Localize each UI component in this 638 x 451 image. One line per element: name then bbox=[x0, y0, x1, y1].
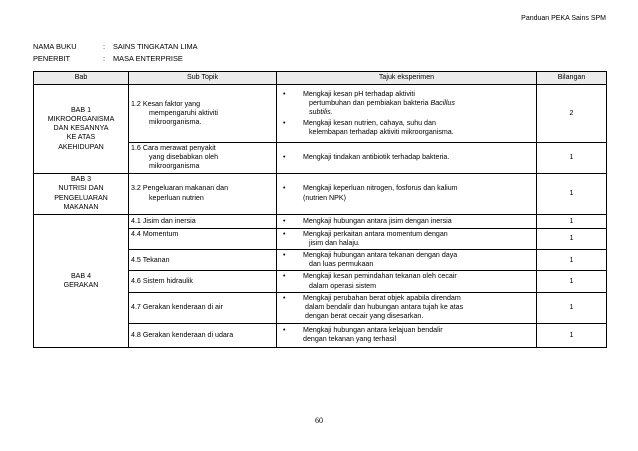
book-info bbox=[33, 41, 198, 64]
book-info-row-title bbox=[33, 41, 198, 53]
experiment-item bbox=[279, 294, 534, 322]
experiment-line: Mengkaji perubahan berat objek apabila direndam bbox=[303, 294, 461, 303]
sub-topic-line: 3.2 Pengeluaran makanan dan bbox=[131, 184, 229, 193]
experiment-item bbox=[279, 251, 534, 269]
table-row bbox=[34, 85, 607, 143]
count-cell: 1 bbox=[537, 292, 607, 323]
experiment-cell bbox=[277, 143, 537, 174]
experiment-cell bbox=[277, 173, 537, 214]
count-cell: 1 bbox=[537, 214, 607, 228]
experiment-line-italic: Bacillus bbox=[430, 99, 455, 108]
experiment-line: Mengkaji hubungan antara jisim dengan inersia bbox=[303, 216, 452, 225]
experiment-line: Mengkaji kesan pemindahan tekanan oleh cecair bbox=[303, 272, 457, 281]
bullet: • bbox=[283, 216, 286, 225]
bab-line: MIKROORGANISMA bbox=[47, 115, 115, 123]
sub-topic-cell: 4.7 Gerakan kenderaan di air bbox=[129, 292, 277, 323]
header-bab: Bab bbox=[34, 72, 129, 85]
table-header-row bbox=[34, 72, 607, 85]
experiment-line-italic: subtilis. bbox=[309, 108, 333, 117]
bullet: • bbox=[283, 294, 286, 303]
bullet: • bbox=[283, 153, 286, 162]
sub-topic-cell: 4.1 Jisim dan inersia bbox=[129, 214, 277, 228]
sub-topic-line: 1.6 Cara merawat penyakit bbox=[131, 144, 216, 152]
count-cell: 1 bbox=[537, 143, 607, 174]
sub-topic-line: keperluan nutrien bbox=[149, 193, 204, 202]
experiment-line: dan luas permukaan bbox=[309, 260, 374, 269]
bab-line: KE ATAS bbox=[66, 133, 96, 142]
bullet: • bbox=[283, 251, 286, 260]
experiment-item bbox=[279, 153, 534, 162]
count-cell: 1 bbox=[537, 271, 607, 292]
experiment-cell bbox=[277, 228, 537, 249]
bab-line: MAKANAN bbox=[63, 202, 99, 211]
bab-line: DAN KESANNYA bbox=[53, 124, 109, 133]
experiment-line: Mengkaji keperluan nitrogen, fosforus dan kalium bbox=[303, 184, 458, 193]
experiment-item bbox=[279, 90, 534, 118]
sub-topic-line: 1.2 Kesan faktor yang bbox=[131, 99, 201, 108]
experiment-line: jisim dan halaju. bbox=[309, 238, 360, 247]
book-info-label: PENERBIT bbox=[33, 53, 70, 63]
count-cell: 2 bbox=[537, 85, 607, 143]
bab-cell-bab3 bbox=[34, 173, 129, 214]
bullet: • bbox=[283, 89, 286, 98]
bab-cell-bab1 bbox=[34, 85, 129, 174]
bab-line: BAB 3 bbox=[70, 175, 92, 184]
experiment-item bbox=[279, 119, 534, 137]
bab-line: NUTRISI DAN bbox=[58, 184, 104, 193]
bullet: • bbox=[283, 184, 286, 193]
sub-topic-cell: 4.6 Sistem hidraulik bbox=[129, 271, 277, 292]
bullet: • bbox=[283, 229, 286, 238]
experiment-line: Mengkaji hubungan antara kelajuan bendalir bbox=[303, 326, 443, 335]
experiment-item bbox=[279, 230, 534, 248]
bab-line: PENGELUARAN bbox=[54, 193, 108, 202]
sub-topic-line: mikroorganisma bbox=[149, 162, 200, 171]
experiment-cell bbox=[277, 271, 537, 292]
header-bilangan: Bilangan bbox=[537, 72, 607, 85]
count-cell: 1 bbox=[537, 323, 607, 347]
sub-topic-line: mempengaruhi aktiviti bbox=[149, 108, 218, 117]
experiment-table bbox=[33, 71, 607, 348]
experiment-line: Mengkaji tindakan antibiotik terhadap bakteria. bbox=[303, 153, 450, 162]
experiment-line: (nutrien NPK) bbox=[303, 193, 346, 202]
experiment-line bbox=[303, 108, 534, 117]
sub-topic-cell: 4.5 Tekanan bbox=[129, 250, 277, 271]
document-header-title: Panduan PEKA Sains SPM bbox=[521, 15, 606, 22]
table-row bbox=[34, 214, 607, 228]
bullet: • bbox=[283, 118, 286, 127]
bab-line: BAB 1 bbox=[70, 105, 92, 114]
bullet: • bbox=[283, 326, 286, 335]
experiment-line-plain: pertumbuhan dan pembiakan bakteria bbox=[309, 99, 431, 108]
experiment-item bbox=[279, 217, 534, 226]
experiment-cell bbox=[277, 250, 537, 271]
bullet: • bbox=[283, 272, 286, 281]
experiment-line: dengan tekanan yang terhasil bbox=[303, 335, 397, 344]
experiment-line: dalam bendalir dan hubungan antara tujah ke atas bbox=[305, 303, 464, 312]
sub-topic-line: yang disebabkan oleh bbox=[149, 153, 219, 162]
experiment-line: dalam operasi sistem bbox=[309, 281, 377, 290]
book-info-separator: : bbox=[103, 42, 106, 51]
book-info-row-publisher bbox=[33, 53, 198, 65]
experiment-line: kelembapan terhadap aktiviti mikroorganisma. bbox=[309, 127, 454, 136]
bab-line: GERAKAN bbox=[63, 280, 99, 289]
book-info-value: SAINS TINGKATAN LIMA bbox=[113, 42, 198, 51]
experiment-line: Mengkaji kesan pH terhadap aktiviti bbox=[303, 89, 415, 98]
sub-topic-line: mikroorganisma. bbox=[149, 118, 202, 127]
sub-topic-cell bbox=[129, 85, 277, 143]
sub-topic-cell bbox=[129, 173, 277, 214]
bab-line: BAB 4 bbox=[70, 271, 92, 280]
experiment-line: Mengkaji kesan nutrien, cahaya, suhu dan bbox=[303, 118, 436, 127]
count-cell: 1 bbox=[537, 250, 607, 271]
page-number: 60 bbox=[315, 416, 323, 425]
table-row bbox=[34, 173, 607, 214]
experiment-cell bbox=[277, 292, 537, 323]
experiment-line: Mengkaji perkaitan antara momentum dengan bbox=[303, 229, 448, 238]
sub-topic-cell bbox=[129, 143, 277, 174]
experiment-item bbox=[279, 184, 534, 202]
book-info-separator: : bbox=[103, 53, 106, 63]
experiment-line bbox=[303, 99, 534, 108]
count-cell: 1 bbox=[537, 228, 607, 249]
experiment-line: Mengkaji hubungan antara tekanan dengan daya bbox=[303, 251, 458, 260]
experiment-cell bbox=[277, 85, 537, 143]
bab-line: AKEHIDUPAN bbox=[58, 142, 104, 151]
book-info-label: NAMA BUKU bbox=[33, 42, 77, 51]
experiment-cell bbox=[277, 323, 537, 347]
header-tajuk-eksperimen: Tajuk eksperimen bbox=[277, 72, 537, 85]
count-cell: 1 bbox=[537, 173, 607, 214]
header-sub-topik: Sub Topik bbox=[129, 72, 277, 85]
sub-topic-cell: 4.4 Momentum bbox=[129, 228, 277, 249]
experiment-item bbox=[279, 326, 534, 344]
bab-cell-bab4 bbox=[34, 214, 129, 347]
sub-topic-cell: 4.8 Gerakan kenderaan di udara bbox=[129, 323, 277, 347]
book-info-value: MASA ENTERPRISE bbox=[113, 53, 183, 63]
experiment-line: dengan berat cecair yang disesarkan. bbox=[305, 312, 424, 321]
experiment-cell bbox=[277, 214, 537, 228]
experiment-item bbox=[279, 272, 534, 290]
